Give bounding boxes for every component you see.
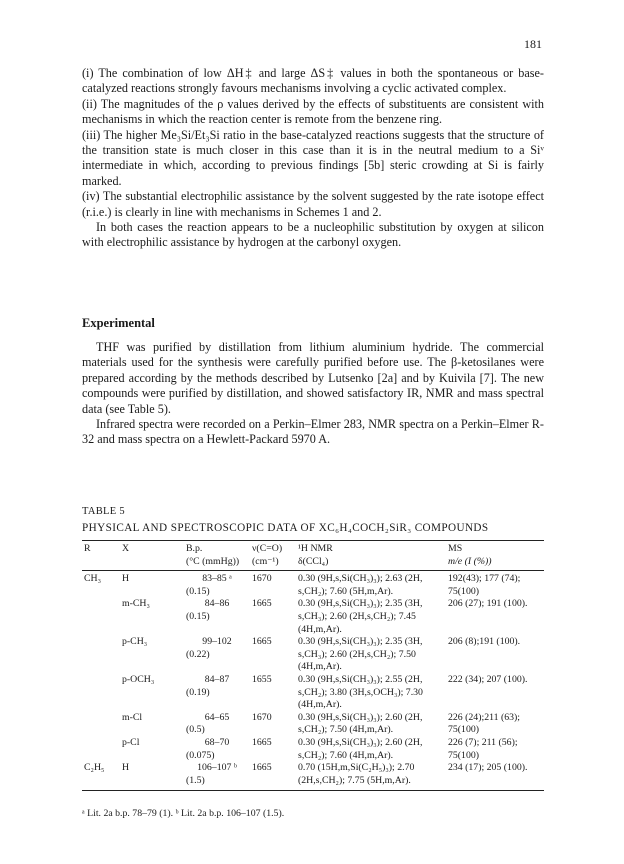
- cell-nmr: 0.30 (9H,s,Si(CH₃)₃); 2.63 (2H, s,CH₂); 7.60 (5H,m,Ar).: [298, 573, 423, 597]
- table-row: [82, 571, 544, 599]
- table-body: [82, 571, 544, 791]
- cell-x: H: [122, 573, 130, 585]
- conclusions-text: [82, 66, 544, 251]
- cell-bp: [184, 762, 250, 791]
- cell-bp-pressure: (0.22): [186, 648, 210, 660]
- cell-ir: 1655: [252, 673, 272, 685]
- cell-bp-pressure: (0.15): [186, 585, 210, 597]
- col-unit-nmr: δ(CCl₄): [296, 556, 446, 571]
- col-header-ir: ν(C=O): [250, 541, 296, 556]
- cell-x: m-Cl: [122, 711, 143, 723]
- cell-nmr: 0.30 (9H,s,Si(CH₃)₃); 2.60 (2H, s,CH₂); 7.50 (4H,m,Ar).: [298, 711, 423, 736]
- experimental-paragraph: THF was purified by distillation from lithium aluminium hydride. The commercial materials used for the synthesis were carefully purified before use. The β-ketosilanes were prepared according by the methods described by Lutsenko [2a] and by Kuivila [7]. The new compounds were purified by distillation, and showed satisfactory IR, NMR and mass spectral data (see Table 5).: [82, 340, 544, 416]
- cell-bp-pressure: (0.075): [186, 749, 215, 761]
- cell-r: [82, 636, 120, 674]
- cell-bp: [184, 674, 250, 712]
- cell-bp-value: 84–86: [204, 598, 230, 610]
- conclusion-i: (i) The combination of low ΔH‡ and large ΔS‡ values in both the spontaneous or base-catalyzed reactions strongly favours mechanisms involving a cyclic activated complex.: [82, 66, 544, 96]
- conclusion-iv: (iv) The substantial electrophilic assistance by the solvent suggested by the rate isotope effect (r.i.e.) is clearly in line with mechanisms in Schemes 1 and 2.: [82, 189, 544, 219]
- cell-ms: 226 (7); 211 (56); 75(100): [448, 736, 518, 761]
- cell-x: p-OCH₃: [122, 673, 155, 685]
- cell-bp-value: 84–87: [204, 673, 230, 685]
- table-row: [82, 636, 544, 674]
- cell-nmr: 0.30 (9H,s,Si(CH₃)₃); 2.60 (2H, s,CH₂); 7.60 (4H,m,Ar).: [298, 736, 423, 761]
- page-number: 181: [524, 37, 542, 51]
- cell-ir: 1670: [252, 573, 272, 585]
- cell-bp: [184, 598, 250, 636]
- table-row: [82, 762, 544, 791]
- experimental-paragraph: Infrared spectra were recorded on a Perkin–Elmer 283, NMR spectra on a Perkin–Elmer R-32 and mass spectra on a Hewlett-Packard 5970 A.: [82, 417, 544, 447]
- table-title: PHYSICAL AND SPECTROSCOPIC DATA OF XC₆H₄COCH₂SiR₃ COMPOUNDS: [82, 522, 489, 534]
- cell-bp-value: 83–85 ᵃ: [202, 573, 232, 585]
- cell-nmr: 0.30 (9H,s,Si(CH₃)₃); 2.35 (3H, s,CH₃); 2.60 (2H,s,CH₂); 7.45 (4H,m,Ar).: [298, 598, 423, 635]
- cell-ir: 1665: [252, 636, 272, 648]
- col-header-r: R: [82, 541, 120, 556]
- cell-x: p-Cl: [122, 736, 140, 748]
- col-header-x: X: [120, 541, 184, 556]
- cell-nmr: 0.70 (15H,m,Si(C₂H₅)₃); 2.70 (2H,s,CH₂); 7.75 (5H,m,Ar).: [296, 762, 446, 791]
- cell-r: [82, 674, 120, 712]
- cell-bp-value: 99–102: [202, 636, 232, 648]
- col-header-bp: B.p.: [184, 541, 250, 556]
- cell-ir: 1670: [252, 711, 272, 723]
- cell-bp-pressure: (1.5): [186, 774, 205, 786]
- cell-ms: 234 (17); 205 (100).: [446, 762, 544, 791]
- col-header-nmr: ¹H NMR: [296, 541, 446, 556]
- cell-ms: 206 (27); 191 (100).: [448, 598, 528, 610]
- cell-x: H: [120, 762, 184, 791]
- table-row: [82, 712, 544, 737]
- cell-x: p-CH₃: [122, 636, 148, 648]
- table-row: [82, 737, 544, 762]
- data-table: [82, 540, 544, 791]
- cell-bp-pressure: (0.15): [186, 610, 210, 622]
- cell-bp: [184, 712, 250, 737]
- cell-nmr: 0.30 (9H,s,Si(CH₃)₃); 2.55 (2H, s,CH₂); 3.80 (3H,s,OCH₃); 7.30 (4H,m,Ar).: [298, 673, 423, 711]
- col-unit-bp: (°C (mmHg)): [184, 556, 250, 571]
- table-footnote: ᵃ Lit. 2a b.p. 78–79 (1). ᵇ Lit. 2a b.p. 106–107 (1.5).: [82, 808, 285, 819]
- table-row: [82, 674, 544, 712]
- cell-r: [82, 737, 120, 762]
- cell-r: C₂H₅: [82, 762, 120, 791]
- cell-ir: 1665: [252, 736, 272, 748]
- cell-nmr: 0.30 (9H,s,Si(CH₃)₃); 2.35 (3H, s,CH₃); 2.60 (2H,s,CH₂); 7.50 (4H,m,Ar).: [298, 636, 423, 673]
- cell-bp: [184, 636, 250, 674]
- col-header-ms: MS: [446, 541, 544, 556]
- cell-x: m-CH₃: [122, 598, 150, 610]
- cell-bp: [184, 737, 250, 762]
- cell-bp: [184, 571, 250, 599]
- table-row: [82, 598, 544, 636]
- cell-ir: 1665: [250, 762, 296, 791]
- cell-ms: 192(43); 177 (74); 75(100): [448, 573, 521, 597]
- conclusion-summary: In both cases the reaction appears to be a nucleophilic substitution by oxygen at silicon with electrophilic assistance by hydrogen at the carbonyl oxygen.: [82, 220, 544, 250]
- cell-r: [82, 712, 120, 737]
- cell-bp-pressure: (0.5): [186, 724, 205, 736]
- cell-r: [82, 598, 120, 636]
- cell-ir: 1665: [252, 598, 272, 610]
- cell-ms: 222 (34); 207 (100).: [448, 673, 528, 685]
- col-unit-ms: m/e (I (%)): [446, 556, 544, 571]
- cell-ms: 206 (8);191 (100).: [448, 636, 521, 648]
- conclusion-iii: (iii) The higher Me₃Si/Et₃Si ratio in the base-catalyzed reactions suggests that the structure of the transition state is much closer in this case than it is in the neutral medium to a Siᵛ intermediate in which, according to previous findings [5b] steric crowding at Si is fairly marked.: [82, 127, 544, 188]
- cell-bp-pressure: (0.19): [186, 686, 210, 698]
- cell-bp-value: 106–107 ᵇ: [197, 762, 237, 774]
- conclusion-ii: (ii) The magnitudes of the ρ values derived by the effects of substituents are consistent with mechanisms in which the reaction center is remote from the benzene ring.: [82, 96, 544, 127]
- cell-bp-value: 64–65: [204, 711, 230, 723]
- cell-r: CH₃: [84, 573, 102, 585]
- section-heading: Experimental: [82, 316, 155, 330]
- experimental-text: [82, 340, 544, 448]
- col-unit-ir: (cm⁻¹): [250, 556, 296, 571]
- cell-bp-value: 68–70: [204, 736, 230, 748]
- cell-ms: 226 (24);211 (63); 75(100): [448, 711, 521, 736]
- table-label: TABLE 5: [82, 506, 125, 517]
